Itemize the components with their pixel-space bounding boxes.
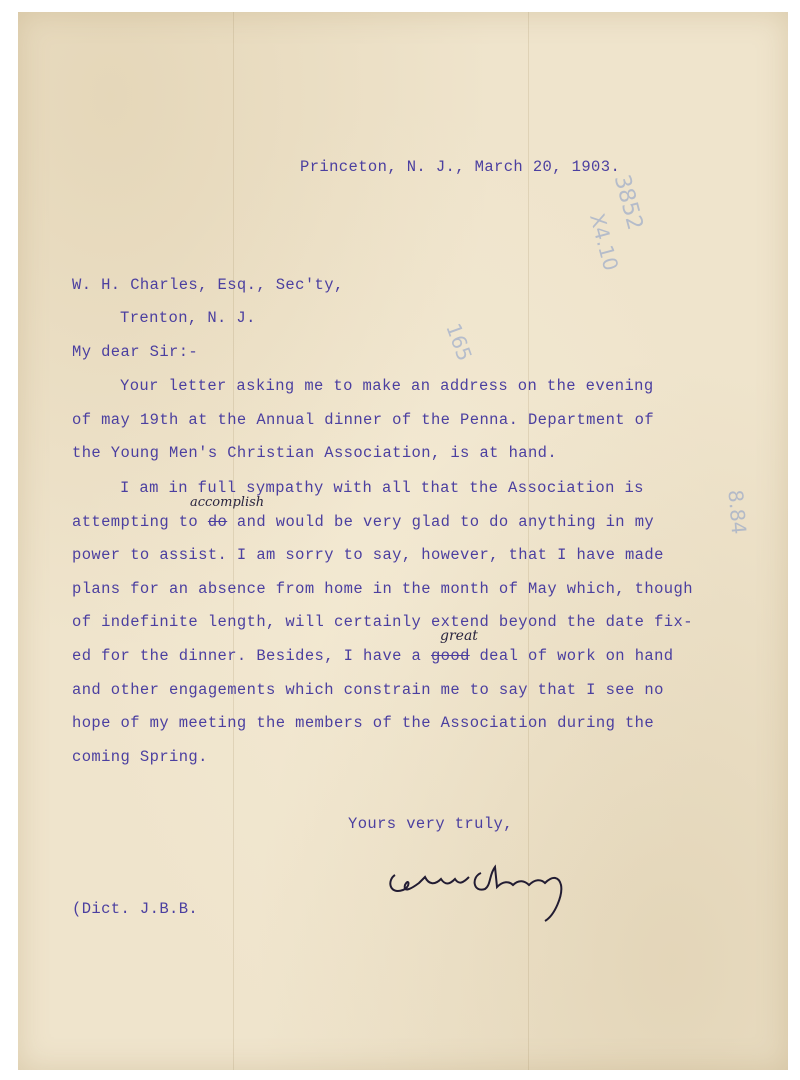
fold-line <box>233 12 234 1070</box>
body-text: ed for the dinner. Besides, I have a <box>72 647 431 665</box>
body-line: power to assist. I am sorry to say, however, that I have made <box>72 546 664 564</box>
signature-image <box>385 855 585 925</box>
body-text: deal of work on hand <box>469 647 674 665</box>
body-text: and would be very glad to do anything in my <box>227 513 655 531</box>
body-line: plans for an absence from home in the month of May which, though <box>72 580 693 598</box>
body-line <box>72 513 654 531</box>
handwritten-insertion: great <box>440 628 478 644</box>
body-line: coming Spring. <box>72 748 208 766</box>
struck-word: do <box>207 513 228 531</box>
body-line: and other engagements which constrain me to say that I see no <box>72 681 664 699</box>
addressee-name: W. H. Charles, Esq., Sec'ty, <box>72 276 344 294</box>
struck-word: good <box>430 647 470 665</box>
pencil-note: 3852 <box>608 172 648 233</box>
dictation-note: (Dict. J.B.B. <box>72 900 199 918</box>
body-line: the Young Men's Christian Association, is at hand. <box>72 444 558 462</box>
pencil-note: 8.84 <box>723 488 752 536</box>
place-date-line: Princeton, N. J., March 20, 1903. <box>300 158 621 176</box>
closing: Yours very truly, <box>348 815 513 833</box>
body-line: hope of my meeting the members of the Association during the <box>72 714 655 732</box>
pencil-note: X4.10 <box>584 210 624 274</box>
body-line: of indefinite length, will certainly extend beyond the date fix- <box>72 613 693 631</box>
pencil-note: 165 <box>441 319 477 365</box>
handwritten-insertion: accomplish <box>190 495 265 510</box>
body-line: Your letter asking me to make an address on the evening <box>120 377 654 395</box>
body-text: attempting to <box>72 513 208 531</box>
addressee-city: Trenton, N. J. <box>120 309 256 327</box>
body-line: I am in full sympathy with all that the Association is <box>120 479 644 497</box>
body-line <box>72 647 674 665</box>
salutation: My dear Sir:- <box>72 343 199 361</box>
body-line: of may 19th at the Annual dinner of the Penna. Department of <box>72 411 655 429</box>
